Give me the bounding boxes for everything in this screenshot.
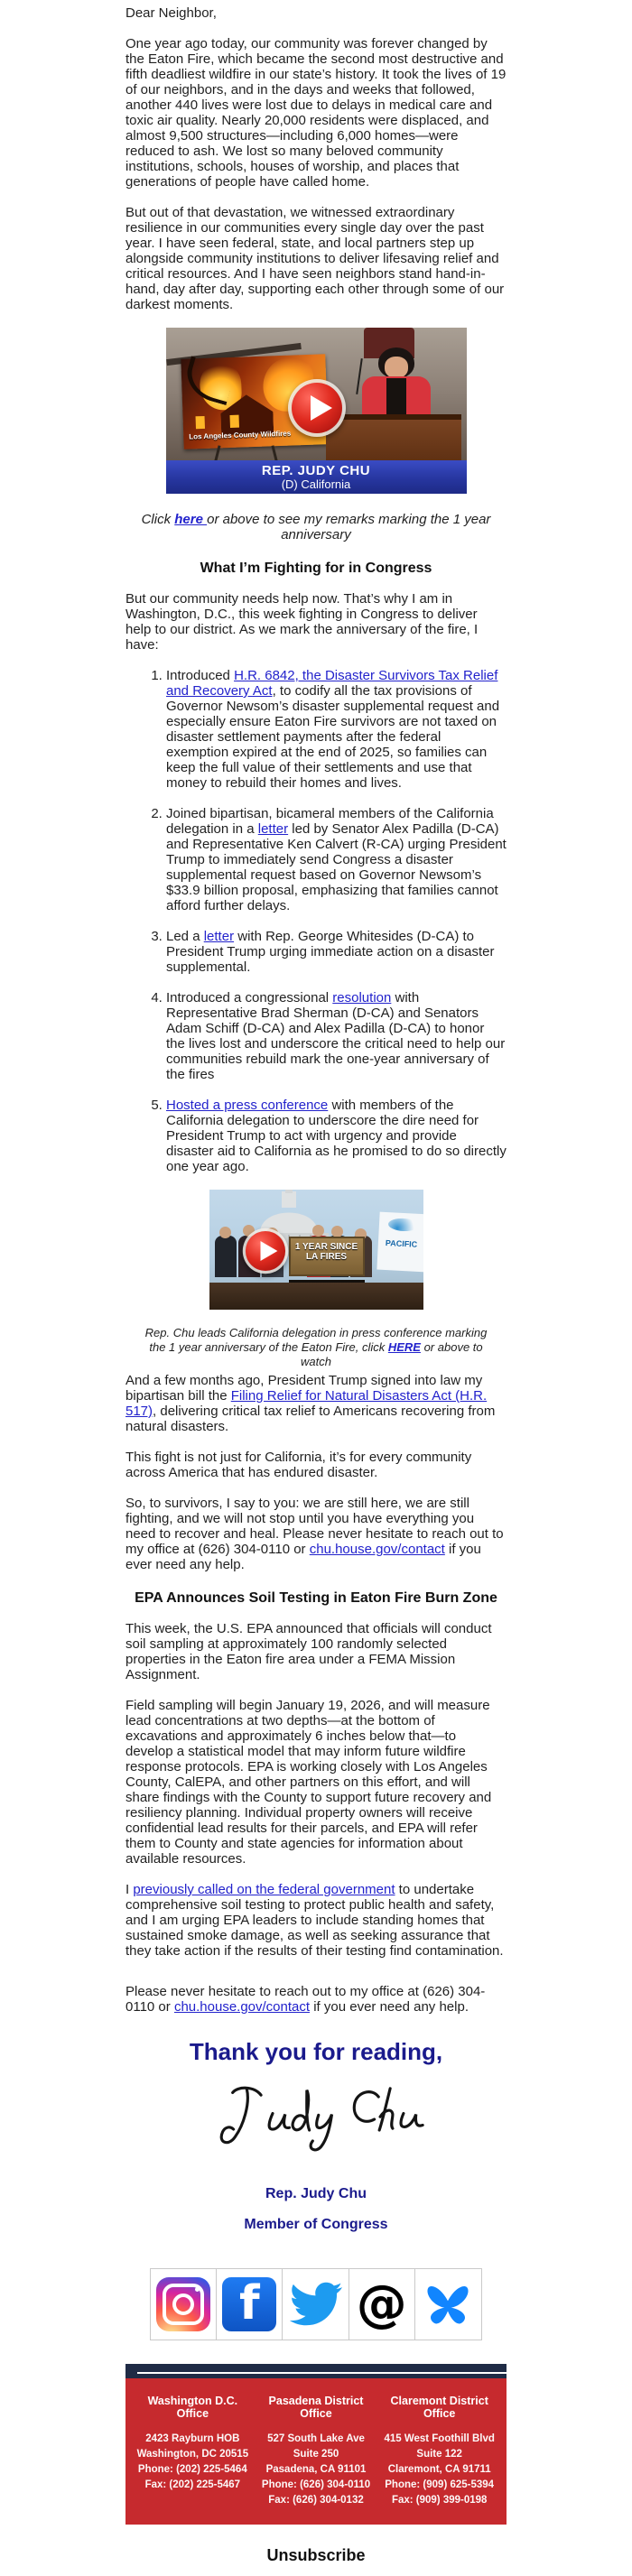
office-line: 2423 Rayburn HOB <box>145 2433 240 2444</box>
list-text: , to codify all the tax provisions of Governor Newsom’s disaster supplemental request and especially ensure Eaton Fire survivors are not taxed on disaster settlement payments after the federal exemption expired at the end of 2025, so families can keep the full value of their settlements and use that money to rebuild their homes and lives. <box>166 683 500 791</box>
paragraph-field-sampling: Field sampling will begin January 19, 2026, and will measure lead concentrations at two depths—at the bottom of excavations and approximately 6 inches below that—to develop a statistical model that may inform future wildfire response protocols. EPA is working closely with Los Angeles County, CalEPA, and other partners on this effort, and will share findings with the County to support future recovery and resiliency planning. Individual property owners will receive confidential lead results for their parcels, and EPA will refer them to County and state agencies for information about available resources. <box>125 1698 492 1867</box>
paragraph-community-needs: But our community needs help now. That’s why I am in Washington, D.C., this week fighting in Congress to deliver help to our district. As we mark the anniversary of the fire, I have: <box>125 591 479 653</box>
contact-link[interactable]: chu.house.gov/contact <box>309 1542 445 1557</box>
unsubscribe-link[interactable]: Unsubscribe <box>266 2546 366 2564</box>
paragraph-resilience: But out of that devastation, we witnessed extraordinary resilience in our communities every single day over the past year. I have seen federal, state, and local partners step up alongside community institutions to deliver lifesaving relief and critical resources. And I have seen neighbors stand hand-in-hand, day after day, supporting each other through some of our darkest moments. <box>125 205 505 312</box>
federal-government-link[interactable]: previously called on the federal government <box>133 1882 395 1897</box>
list-item <box>166 929 507 975</box>
pacific-sign <box>376 1212 423 1273</box>
office-line: Pasadena, CA 91101 <box>265 2464 367 2475</box>
twitter-icon[interactable] <box>283 2269 349 2340</box>
paragraph-epa-announcement: This week, the U.S. EPA announced that officials will conduct soil sampling at approximately 100 randomly selected properties in the Eaton fire area under a FEMA Mission Assignment. <box>125 1621 492 1682</box>
paragraph-filing-relief <box>125 1373 507 1434</box>
poster-label: Los Angeles County Wildfires <box>188 429 291 441</box>
legislative-actions-list <box>125 668 507 1174</box>
paragraph-text: Please never hesitate to reach out to my office at (626) 304-0110 or <box>125 1984 486 2015</box>
footer-navy-bar <box>125 2364 507 2378</box>
office-lines <box>258 2432 375 2508</box>
list-text: led by Senator Alex Padilla (D-CA) and Representative Ken Calvert (R-CA) urging President Trump to immediately send Congress a disaster supplemental request based on Governor Newsom’s $33.9 billion proposal, emphasizing that families cannot afford further delays. <box>166 821 507 913</box>
press-conference-link[interactable]: Hosted a press conference <box>166 1098 329 1113</box>
paragraph-previously-called <box>125 1882 507 1959</box>
office-name: Pasadena District Office <box>268 2395 364 2420</box>
greeting: Dear Neighbor, <box>125 5 217 21</box>
office-line: 527 South Lake Ave <box>267 2433 365 2444</box>
sign-line: 1 YEAR SINCE <box>294 1242 358 1252</box>
chyron-party: (D) California <box>281 477 351 491</box>
office-line: Washington, DC 20515 <box>136 2449 249 2460</box>
video2-here-link[interactable]: HERE <box>387 1340 421 1354</box>
list-item <box>166 668 507 791</box>
list-text: Led a <box>166 929 204 944</box>
pacific-label: PACIFIC <box>385 1237 417 1249</box>
office-washington <box>131 2395 255 2508</box>
video1-here-link[interactable]: here <box>174 512 208 527</box>
heading-fighting-in-congress: What I’m Fighting for in Congress <box>200 561 432 576</box>
office-line: Phone: (909) 625-5394 <box>385 2479 495 2490</box>
chyron-name: REP. JUDY CHU <box>261 463 371 478</box>
closing-title: Member of Congress <box>244 2217 388 2232</box>
office-line: Fax: (202) 225-5467 <box>144 2479 241 2490</box>
threads-icon[interactable]: @ <box>349 2269 415 2340</box>
office-name: Washington D.C. Office <box>147 2395 238 2420</box>
press-sign <box>289 1237 365 1276</box>
office-line: Suite 122 <box>416 2449 462 2460</box>
whitesides-letter-link[interactable]: letter <box>203 929 235 944</box>
resolution-link[interactable]: resolution <box>332 990 392 1005</box>
social-icons-row <box>150 2268 482 2340</box>
paragraph-every-community: This fight is not just for California, it’s for every community across America that has endured disaster. <box>125 1450 472 1480</box>
caption-text: or above to watch <box>301 1340 483 1368</box>
office-pasadena <box>255 2395 378 2508</box>
video-thumbnail-press-conference[interactable] <box>209 1190 423 1310</box>
video1-caption <box>135 512 497 542</box>
office-line: Fax: (626) 304-0132 <box>268 2495 364 2506</box>
closing-name: Rep. Judy Chu <box>265 2186 367 2201</box>
caption-text: or above to see my remarks marking the 1 year anniversary <box>207 512 491 542</box>
crowd-strip <box>209 1283 423 1310</box>
caption-text: Click <box>141 512 175 527</box>
paragraph-reach-out <box>125 1984 507 2015</box>
paragraph-text: So, to survivors, I say to you: we are still here, we are still fighting, and we will not stop until you have everything you need to recover and heal. Please never hesitate to reach out to my office at (626) 304-0110 or <box>125 1496 504 1557</box>
paragraph-text: if you ever need any help. <box>310 1999 469 2015</box>
footer-offices <box>125 2378 507 2525</box>
paragraph-text: to undertake comprehensive soil testing to protect public health and safety, and I am urging EPA leaders to include standing homes that sustained smoke damage, as well as seeking assurance that they take action if the results of their testing find contamination. <box>125 1882 504 1959</box>
hr517-link[interactable]: Filing Relief for Natural Disasters Act (H.R. 517) <box>125 1388 488 1419</box>
video-thumbnail-house-remarks[interactable] <box>166 328 467 494</box>
office-line: Phone: (626) 304-0110 <box>261 2479 371 2490</box>
list-text: with Representative Brad Sherman (D-CA) and Senators Adam Schiff (D-CA) and Alex Padilla (D-CA) to honor the lives lost and underscore the critical need to help our communities rebuild mark the one-year anniversary of the fires <box>166 990 506 1082</box>
paragraph-text: if you ever need any help. <box>125 1542 481 1572</box>
office-lines <box>135 2432 251 2493</box>
padilla-letter-link[interactable]: letter <box>257 821 289 837</box>
list-item <box>166 990 507 1082</box>
list-text: Joined bipartisan, bicameral members of the California delegation in a <box>166 806 494 837</box>
paragraph-text: , delivering critical tax relief to Americans recovering from natural disasters. <box>125 1404 496 1434</box>
paragraph-to-survivors <box>125 1496 507 1572</box>
hr6842-link[interactable]: H.R. 6842, the Disaster Survivors Tax Relief and Recovery Act <box>166 668 498 699</box>
list-item <box>166 1098 507 1174</box>
thank-you-heading: Thank you for reading, <box>189 2038 443 2065</box>
list-text: with Rep. George Whitesides (D-CA) to President Trump urging immediate action on a disaster supplemental. <box>166 929 495 975</box>
sign-line: LA FIRES <box>305 1252 348 1262</box>
office-line: Phone: (202) 225-5464 <box>137 2464 247 2475</box>
office-line: Suite 250 <box>293 2449 339 2460</box>
instagram-icon[interactable] <box>151 2269 217 2340</box>
list-text: with members of the California delegation to underscore the dire need for President Trump to act with urgency and provide disaster aid to California as he promised to do so directly one year ago. <box>166 1098 507 1174</box>
facebook-icon[interactable]: f <box>217 2269 283 2340</box>
office-lines <box>381 2432 497 2508</box>
contact-link-2[interactable]: chu.house.gov/contact <box>173 1999 311 2015</box>
video2-caption <box>135 1326 497 1369</box>
office-claremont <box>377 2395 501 2508</box>
office-line: Claremont, CA 91711 <box>387 2464 491 2475</box>
office-line: Fax: (909) 399-0198 <box>391 2495 488 2506</box>
paragraph-text: I <box>125 1882 134 1897</box>
list-item <box>166 806 507 913</box>
list-text: Introduced <box>166 668 235 683</box>
list-text: Introduced a congressional <box>166 990 333 1005</box>
play-icon[interactable] <box>242 1228 289 1274</box>
play-icon[interactable] <box>287 378 347 438</box>
office-line: 415 West Foothill Blvd <box>384 2433 495 2444</box>
bluesky-icon[interactable] <box>415 2269 481 2340</box>
office-name: Claremont District Office <box>390 2395 488 2420</box>
chyron-banner <box>166 460 467 494</box>
judy-chu-signature <box>208 2080 424 2159</box>
paragraph-text: And a few months ago, President Trump signed into law my bipartisan bill the <box>125 1373 483 1404</box>
caption-text: Rep. Chu leads California delegation in press conference marking the 1 year anniversary of the Eaton Fire, click <box>144 1326 488 1354</box>
paragraph-fire-impact: One year ago today, our community was forever changed by the Eaton Fire, which became the second most destructive and fifth deadliest wildfire in our state’s history. It took the lives of 19 of our neighbors, and in the days and weeks that followed, another 440 lives were lost due to delays in medical care and toxic air quality. Nearly 20,000 residents were displaced, and almost 9,500 structures—including 6,000 homes—were reduced to ash. We lost so many beloved community institutions, schools, houses of worship, and places that generations of people have called home. <box>125 36 507 190</box>
heading-epa-soil-testing: EPA Announces Soil Testing in Eaton Fire Burn Zone <box>135 1590 497 1606</box>
